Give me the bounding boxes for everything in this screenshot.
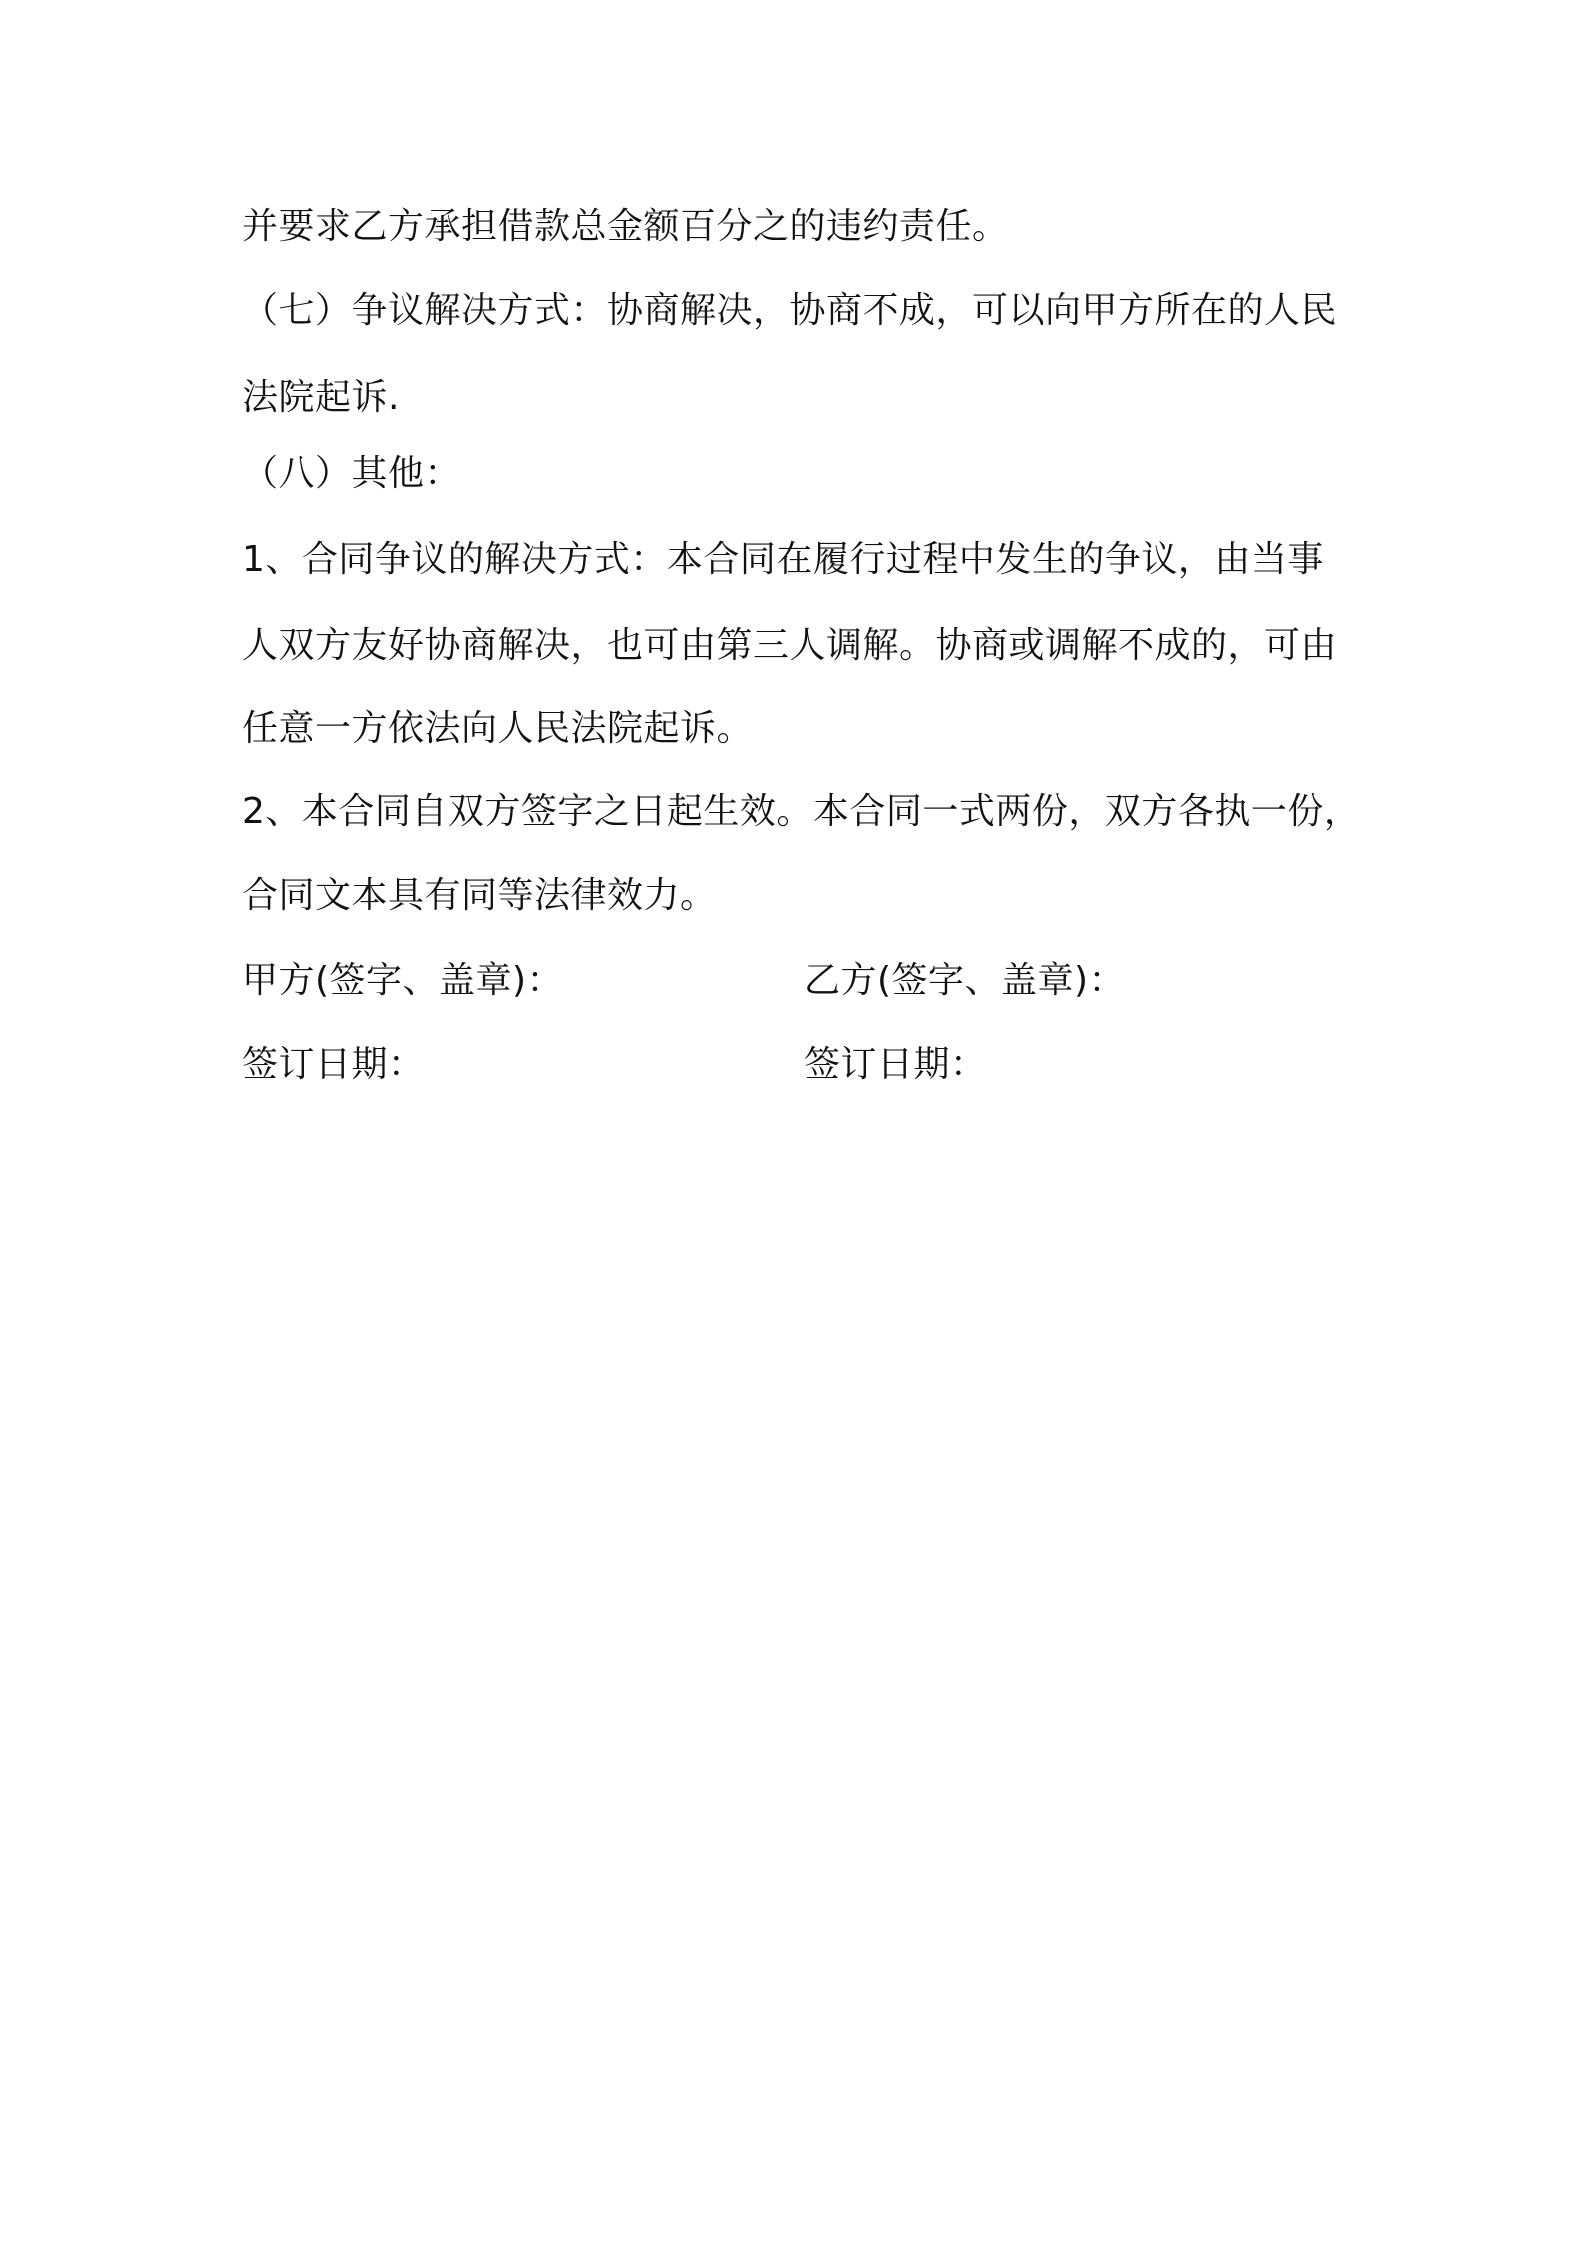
clause-7-line-2: 法院起诉. (242, 377, 400, 418)
item-1-line-2: 人双方友好协商解决，也可由第三人调解。协商或调解不成的，可由 (242, 625, 1338, 666)
clause-8-heading: （八）其他： (242, 453, 462, 494)
item-2-line-2: 合同文本具有同等法律效力。 (242, 875, 717, 916)
item-1-line-3: 任意一方依法向人民法院起诉。 (242, 708, 754, 749)
item-2-line-1: 2、本合同自双方签字之日起生效。本合同一式两份，双方各执一份， (242, 791, 1361, 832)
paragraph-line-1: 并要求乙方承担借款总金额百分之的违约责任。 (242, 206, 1009, 247)
clause-7-line-1: （七）争议解决方式：协商解决，协商不成，可以向甲方所在的人民 (242, 290, 1338, 331)
party-a-signature-label: 甲方(签字、盖章)： (242, 960, 564, 1001)
party-b-date-label: 签订日期： (804, 1044, 987, 1085)
item-1-line-1: 1、合同争议的解决方式：本合同在履行过程中发生的争议，由当事 (242, 539, 1324, 580)
party-b-signature-label: 乙方(签字、盖章)： (804, 960, 1126, 1001)
party-a-date-label: 签订日期： (242, 1044, 425, 1085)
